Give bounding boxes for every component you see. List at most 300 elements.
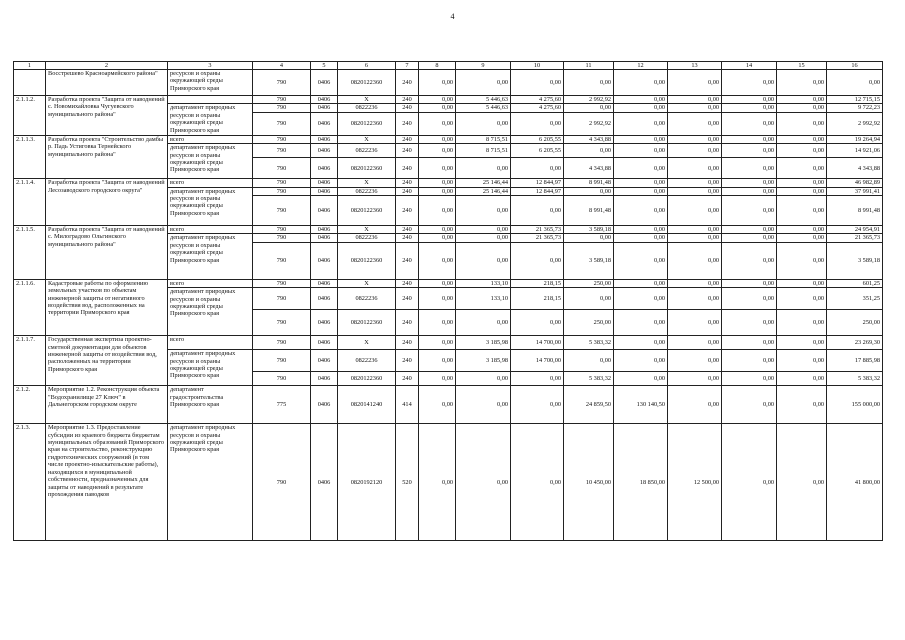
table-cell: 0,00 — [614, 187, 668, 195]
table-cell: 0,00 — [564, 70, 614, 96]
table-cell: 0,00 — [419, 135, 456, 143]
table-cell: 0406 — [311, 372, 338, 386]
table-cell: 6 205,55 — [511, 135, 564, 143]
table-cell: 0406 — [311, 310, 338, 336]
table-cell: 218,15 — [511, 279, 564, 287]
table-cell: 0,00 — [419, 96, 456, 104]
table-cell: департамент природных ресурсов и охраны окружающей среды Приморского края — [168, 104, 253, 135]
table-cell: 0406 — [311, 288, 338, 310]
table-cell: 0,00 — [777, 112, 827, 135]
table-cell: 0,00 — [722, 135, 777, 143]
table-cell: 0,00 — [668, 386, 722, 424]
table-cell: 0,00 — [614, 135, 668, 143]
table-cell: 0,00 — [777, 135, 827, 143]
table-cell: 240 — [396, 112, 419, 135]
table-row — [14, 96, 883, 104]
table-cell: 790 — [253, 112, 311, 135]
column-number-header: 14 — [722, 62, 777, 70]
table-cell: 37 991,41 — [827, 187, 883, 195]
table-cell: 0,00 — [564, 104, 614, 112]
table-cell: 0,00 — [419, 288, 456, 310]
table-cell: 0,00 — [668, 196, 722, 226]
table-cell: 0,00 — [722, 350, 777, 372]
table-cell: 0,00 — [668, 350, 722, 372]
table-cell: 0,00 — [511, 158, 564, 179]
table-cell: 0,00 — [722, 242, 777, 279]
table-cell: 0,00 — [777, 336, 827, 350]
table-cell: 0,00 — [614, 310, 668, 336]
table-cell: 0,00 — [777, 288, 827, 310]
table-cell: 0,00 — [668, 179, 722, 187]
table-cell: 8 991,48 — [827, 196, 883, 226]
table-cell: 0,00 — [614, 144, 668, 158]
table-cell: 2.1.1.4. — [14, 179, 46, 226]
table-cell: 240 — [396, 135, 419, 143]
table-cell: 0,00 — [722, 288, 777, 310]
table-cell: департамент природных ресурсов и охраны окружающей среды Приморского края — [168, 288, 253, 336]
table-cell: 0,00 — [827, 70, 883, 96]
table-cell: 0822236 — [338, 144, 396, 158]
table-cell: 0,00 — [614, 242, 668, 279]
table-cell: 0,00 — [722, 112, 777, 135]
table-cell: 0822236 — [338, 187, 396, 195]
table-cell: 0,00 — [777, 144, 827, 158]
table-cell: 0,00 — [419, 112, 456, 135]
table-cell: 5 446,63 — [456, 104, 511, 112]
table-cell: Разработка проекта "Защита от наводнений Лесозаводского городского округа" — [46, 179, 168, 226]
table-cell: 3 185,98 — [456, 350, 511, 372]
table-cell: 0,00 — [564, 144, 614, 158]
table-cell: 0,00 — [614, 226, 668, 234]
table-cell: 0,00 — [668, 226, 722, 234]
table-cell: 790 — [253, 196, 311, 226]
table-cell: 0,00 — [614, 112, 668, 135]
table-cell: 0,00 — [668, 279, 722, 287]
table-row — [14, 424, 883, 541]
table-cell: 3 589,18 — [827, 242, 883, 279]
table-cell: 0822236 — [338, 234, 396, 242]
table-cell: 2.1.1.5. — [14, 226, 46, 280]
table-cell: 0406 — [311, 226, 338, 234]
table-cell: Восстрешево Красноармейского района" — [46, 70, 168, 96]
table-cell: 8 715,51 — [456, 144, 511, 158]
column-number-header: 1 — [14, 62, 46, 70]
table-cell: 0406 — [311, 424, 338, 541]
table-cell: 0,00 — [456, 310, 511, 336]
table-cell: 0,00 — [511, 372, 564, 386]
table-cell: 0,00 — [777, 96, 827, 104]
table-cell: 0,00 — [419, 350, 456, 372]
table-cell: 2.1.3. — [14, 424, 46, 541]
table-cell: 19 264,94 — [827, 135, 883, 143]
table-cell: 0,00 — [668, 135, 722, 143]
table-cell: 6 205,55 — [511, 144, 564, 158]
table-cell: 0,00 — [419, 234, 456, 242]
column-number-header: 4 — [253, 62, 311, 70]
table-cell: 790 — [253, 310, 311, 336]
table-cell: 133,10 — [456, 279, 511, 287]
table-cell: 0,00 — [564, 187, 614, 195]
table-cell: 790 — [253, 96, 311, 104]
table-cell: 155 000,00 — [827, 386, 883, 424]
table-cell: департамент природных ресурсов и охраны окружающей среды Приморского края — [168, 187, 253, 225]
table-cell: департамент градостроительства Приморского края — [168, 386, 253, 424]
table-cell: 25 146,44 — [456, 179, 511, 187]
table-cell: 0,00 — [456, 70, 511, 96]
table-cell: 250,00 — [564, 279, 614, 287]
table-cell: 0,00 — [614, 104, 668, 112]
table-cell: 0820122360 — [338, 242, 396, 279]
table-cell: 0,00 — [456, 386, 511, 424]
table-row — [14, 336, 883, 350]
table-row — [14, 386, 883, 424]
table-cell: 0820122360 — [338, 70, 396, 96]
table-cell: 8 991,48 — [564, 179, 614, 187]
table-cell: 0,00 — [668, 96, 722, 104]
table-cell: 0,00 — [419, 336, 456, 350]
table-cell: 0,00 — [564, 234, 614, 242]
table-cell: 0,00 — [777, 350, 827, 372]
table-cell: 5 383,32 — [827, 372, 883, 386]
table-cell: 0,00 — [777, 234, 827, 242]
table-cell: 12 500,00 — [668, 424, 722, 541]
table-cell: 0,00 — [419, 187, 456, 195]
column-number-header: 13 — [668, 62, 722, 70]
table-cell: 0,00 — [777, 104, 827, 112]
table-cell: 0,00 — [456, 196, 511, 226]
table-cell: 133,10 — [456, 288, 511, 310]
table-cell: 0,00 — [511, 112, 564, 135]
table-cell: 790 — [253, 158, 311, 179]
table-cell: 0,00 — [777, 386, 827, 424]
table-cell: 218,15 — [511, 288, 564, 310]
table-cell: 0,00 — [722, 279, 777, 287]
table-cell: 250,00 — [564, 310, 614, 336]
table-cell: 0406 — [311, 242, 338, 279]
table-cell: 25 146,44 — [456, 187, 511, 195]
table-cell: 0,00 — [456, 112, 511, 135]
table-cell: 790 — [253, 104, 311, 112]
table-cell: 5 383,32 — [564, 336, 614, 350]
table-cell: 0,00 — [777, 70, 827, 96]
table-cell: 12 844,97 — [511, 187, 564, 195]
table-cell: 240 — [396, 70, 419, 96]
table-cell: 0,00 — [614, 179, 668, 187]
table-cell: 2 992,92 — [564, 112, 614, 135]
table-cell: 24 954,91 — [827, 226, 883, 234]
table-cell: 240 — [396, 350, 419, 372]
table-cell: 0,00 — [668, 242, 722, 279]
table-cell: 240 — [396, 158, 419, 179]
table-cell: 12 844,97 — [511, 179, 564, 187]
table-cell: 0,00 — [722, 424, 777, 541]
table-cell: 0406 — [311, 104, 338, 112]
table-cell: 0,00 — [668, 112, 722, 135]
table-cell: 0,00 — [614, 234, 668, 242]
table-cell: 0,00 — [614, 336, 668, 350]
table-cell: Кадастровые работы по оформлению земельных участков по объектам инженерной защиты от негативного воздействия вод, расположенных на территории Приморского края — [46, 279, 168, 335]
budget-table — [13, 61, 883, 541]
table-cell: 0,00 — [511, 70, 564, 96]
column-number-header: 9 — [456, 62, 511, 70]
table-cell: Разработка проекта "Защита от наводнений с. Милоградово Ольгинского муниципального района" — [46, 226, 168, 280]
table-cell: 0,00 — [668, 310, 722, 336]
table-cell: 240 — [396, 196, 419, 226]
table-row — [14, 70, 883, 96]
column-number-header: 12 — [614, 62, 668, 70]
table-cell: 0,00 — [419, 196, 456, 226]
table-cell: 0820141240 — [338, 386, 396, 424]
table-cell: 790 — [253, 336, 311, 350]
table-cell: 3 589,18 — [564, 242, 614, 279]
table-cell: 14 700,00 — [511, 336, 564, 350]
table-cell: 8 991,48 — [564, 196, 614, 226]
table-cell: 0820122360 — [338, 158, 396, 179]
table-cell: 21 365,73 — [511, 234, 564, 242]
table-cell: 240 — [396, 336, 419, 350]
table-cell: 240 — [396, 187, 419, 195]
table-cell: 0,00 — [722, 70, 777, 96]
table-cell: 240 — [396, 226, 419, 234]
table-cell: 0,00 — [668, 144, 722, 158]
table-cell: 0,00 — [777, 242, 827, 279]
table-cell: 12 715,15 — [827, 96, 883, 104]
table-cell: 790 — [253, 135, 311, 143]
table-cell: 0,00 — [614, 196, 668, 226]
table-cell: 2.1.1.2. — [14, 96, 46, 136]
table-cell: 2.1.1.3. — [14, 135, 46, 178]
table-cell: 240 — [396, 310, 419, 336]
table-cell: 0,00 — [722, 386, 777, 424]
table-cell: 4 343,88 — [564, 135, 614, 143]
table-cell: 0406 — [311, 187, 338, 195]
table-cell: X — [338, 96, 396, 104]
table-cell: 0,00 — [614, 158, 668, 179]
table-cell: 0,00 — [419, 70, 456, 96]
table-cell: 0,00 — [668, 234, 722, 242]
table-cell: 0406 — [311, 96, 338, 104]
table-cell: 0406 — [311, 350, 338, 372]
table-cell: 0,00 — [419, 372, 456, 386]
table-cell: 0820192120 — [338, 424, 396, 541]
table-cell: 0,00 — [614, 372, 668, 386]
table-cell: 10 450,00 — [564, 424, 614, 541]
table-cell: 0,00 — [668, 104, 722, 112]
table-cell: 41 800,00 — [827, 424, 883, 541]
table-cell: 790 — [253, 372, 311, 386]
table-cell: 790 — [253, 242, 311, 279]
table-cell: Разработка проекта "Строительство дамбы р. Падь Устиговка Тернейского муниципального района" — [46, 135, 168, 178]
table-cell: 0,00 — [456, 234, 511, 242]
table-cell: всего — [168, 135, 253, 143]
table-cell: 790 — [253, 179, 311, 187]
table-cell: Мероприятие 1.3. Предоставление субсидии из краевого бюджета бюджетам муниципальных образований Приморского края на строительство, реконструкцию гидротехнических сооружений (в том числе проектно-изыскательские работы), находящихся в муниципальной собственности, предназначенных для защиты от наводнений в результате прохождения паводков — [46, 424, 168, 541]
table-cell: 21 365,73 — [511, 226, 564, 234]
table-cell: 0,00 — [777, 279, 827, 287]
table-cell: 240 — [396, 288, 419, 310]
table-cell: 0,00 — [722, 187, 777, 195]
table-cell: 0406 — [311, 279, 338, 287]
table-cell: 4 275,60 — [511, 104, 564, 112]
table-cell: 0,00 — [777, 187, 827, 195]
table-cell: 0,00 — [777, 372, 827, 386]
table-cell: 240 — [396, 279, 419, 287]
table-cell: всего — [168, 336, 253, 350]
column-number-header: 8 — [419, 62, 456, 70]
column-number-header: 16 — [827, 62, 883, 70]
table-cell: 46 982,89 — [827, 179, 883, 187]
table-cell: ресурсов и охраны окружающей среды Приморского края — [168, 70, 253, 96]
table-cell: 0,00 — [722, 234, 777, 242]
table-cell: 0406 — [311, 179, 338, 187]
table-cell: 0,00 — [419, 424, 456, 541]
table-cell: 0,00 — [777, 179, 827, 187]
table-cell — [168, 96, 253, 104]
table-cell: 240 — [396, 242, 419, 279]
column-number-header: 2 — [46, 62, 168, 70]
table-cell: Разработка проекта "Защита от наводнений с. Новомихайловка Чугуевского муниципального района" — [46, 96, 168, 136]
table-cell: 4 275,60 — [511, 96, 564, 104]
table-cell: 0406 — [311, 234, 338, 242]
table-cell: 0,00 — [511, 386, 564, 424]
table-cell: 0,00 — [419, 310, 456, 336]
table-cell: 414 — [396, 386, 419, 424]
table-cell: 0820122360 — [338, 372, 396, 386]
table-cell: 240 — [396, 144, 419, 158]
table-cell: 0,00 — [511, 424, 564, 541]
table-cell: 0406 — [311, 386, 338, 424]
table-cell: 790 — [253, 226, 311, 234]
table-cell: 601,25 — [827, 279, 883, 287]
table-cell: 2 992,92 — [564, 96, 614, 104]
table-cell: 0820122360 — [338, 112, 396, 135]
table-cell: 790 — [253, 279, 311, 287]
table-cell: 0,00 — [722, 310, 777, 336]
table-cell: 790 — [253, 187, 311, 195]
table-cell: 0,00 — [419, 242, 456, 279]
table-cell: 0,00 — [511, 310, 564, 336]
table-cell: 0,00 — [419, 104, 456, 112]
table-cell: Мероприятие 1.2. Реконструкция объекта "Водохранилище 27 Ключ" в Дальнегорском городском округе — [46, 386, 168, 424]
table-cell: 0406 — [311, 196, 338, 226]
table-cell: 0,00 — [722, 336, 777, 350]
table-cell: X — [338, 336, 396, 350]
table-cell: 3 589,18 — [564, 226, 614, 234]
table-cell: 3 185,98 — [456, 336, 511, 350]
table-cell: 0,00 — [511, 242, 564, 279]
table-cell: 2.1.2. — [14, 386, 46, 424]
table-cell: 0406 — [311, 70, 338, 96]
table-cell: 0,00 — [777, 310, 827, 336]
table-cell: 0,00 — [668, 372, 722, 386]
table-cell: 0822236 — [338, 350, 396, 372]
column-number-header: 7 — [396, 62, 419, 70]
table-cell: 0,00 — [614, 350, 668, 372]
table-cell: 0820122360 — [338, 196, 396, 226]
table-cell: 130 140,50 — [614, 386, 668, 424]
table-cell: 0,00 — [456, 242, 511, 279]
table-cell: 18 850,00 — [614, 424, 668, 541]
table-cell: департамент природных ресурсов и охраны окружающей среды Приморского края — [168, 350, 253, 386]
table-cell: 4 343,88 — [564, 158, 614, 179]
table-cell: департамент природных ресурсов и охраны окружающей среды Приморского края — [168, 144, 253, 179]
table-cell: 0,00 — [419, 279, 456, 287]
table-cell: 0,00 — [456, 158, 511, 179]
table-cell: 0406 — [311, 135, 338, 143]
table-cell: департамент природных ресурсов и охраны окружающей среды Приморского края — [168, 234, 253, 279]
table-cell: 0,00 — [722, 96, 777, 104]
table-cell: 23 269,30 — [827, 336, 883, 350]
table-cell: 0,00 — [419, 158, 456, 179]
table-cell: 0,00 — [668, 158, 722, 179]
table-cell: 0,00 — [722, 104, 777, 112]
column-number-header: 3 — [168, 62, 253, 70]
table-cell: 0,00 — [456, 226, 511, 234]
table-cell: 0,00 — [511, 196, 564, 226]
table-cell: 0,00 — [668, 336, 722, 350]
table-cell: 790 — [253, 350, 311, 372]
table-cell: 0,00 — [777, 196, 827, 226]
table-cell: 0,00 — [456, 424, 511, 541]
table-cell: 5 446,63 — [456, 96, 511, 104]
table-cell: 0,00 — [419, 386, 456, 424]
table-cell: 4 343,88 — [827, 158, 883, 179]
column-number-header: 10 — [511, 62, 564, 70]
table-cell: 0,00 — [614, 288, 668, 310]
table-row — [14, 279, 883, 287]
table-cell: 5 383,32 — [564, 372, 614, 386]
table-cell: 0,00 — [777, 226, 827, 234]
table-cell: 0,00 — [614, 70, 668, 96]
table-cell: 240 — [396, 372, 419, 386]
table-cell: 0,00 — [722, 196, 777, 226]
page-number: 4 — [450, 12, 455, 21]
table-cell: 0,00 — [722, 226, 777, 234]
table-cell: 520 — [396, 424, 419, 541]
table-cell: 240 — [396, 104, 419, 112]
table-cell: 240 — [396, 179, 419, 187]
table-cell: 17 885,98 — [827, 350, 883, 372]
table-cell: 0,00 — [722, 158, 777, 179]
table-cell: 0,00 — [456, 372, 511, 386]
table-cell: 2.1.1.7. — [14, 336, 46, 386]
table-cell: всего — [168, 179, 253, 187]
table-cell: 24 859,50 — [564, 386, 614, 424]
table-cell: всего — [168, 279, 253, 287]
table-cell: 0406 — [311, 158, 338, 179]
table-cell: 240 — [396, 96, 419, 104]
table-cell: 0822236 — [338, 104, 396, 112]
table-cell: 0,00 — [722, 372, 777, 386]
table-cell: всего — [168, 226, 253, 234]
table-cell: 2.1.1.6. — [14, 279, 46, 335]
table-cell: 0,00 — [564, 350, 614, 372]
table-cell: 0,00 — [614, 279, 668, 287]
table-cell: 0,00 — [419, 179, 456, 187]
table-cell: 0,00 — [419, 226, 456, 234]
table-cell: 0406 — [311, 336, 338, 350]
table-cell: X — [338, 279, 396, 287]
table-cell: 0406 — [311, 112, 338, 135]
table-cell: 240 — [396, 234, 419, 242]
table-cell: 2 992,92 — [827, 112, 883, 135]
table-row — [14, 226, 883, 234]
table-cell: 0820122360 — [338, 310, 396, 336]
table-cell: 9 722,23 — [827, 104, 883, 112]
table-cell: 0,00 — [777, 158, 827, 179]
table-cell: 0,00 — [722, 144, 777, 158]
table-cell: 790 — [253, 144, 311, 158]
